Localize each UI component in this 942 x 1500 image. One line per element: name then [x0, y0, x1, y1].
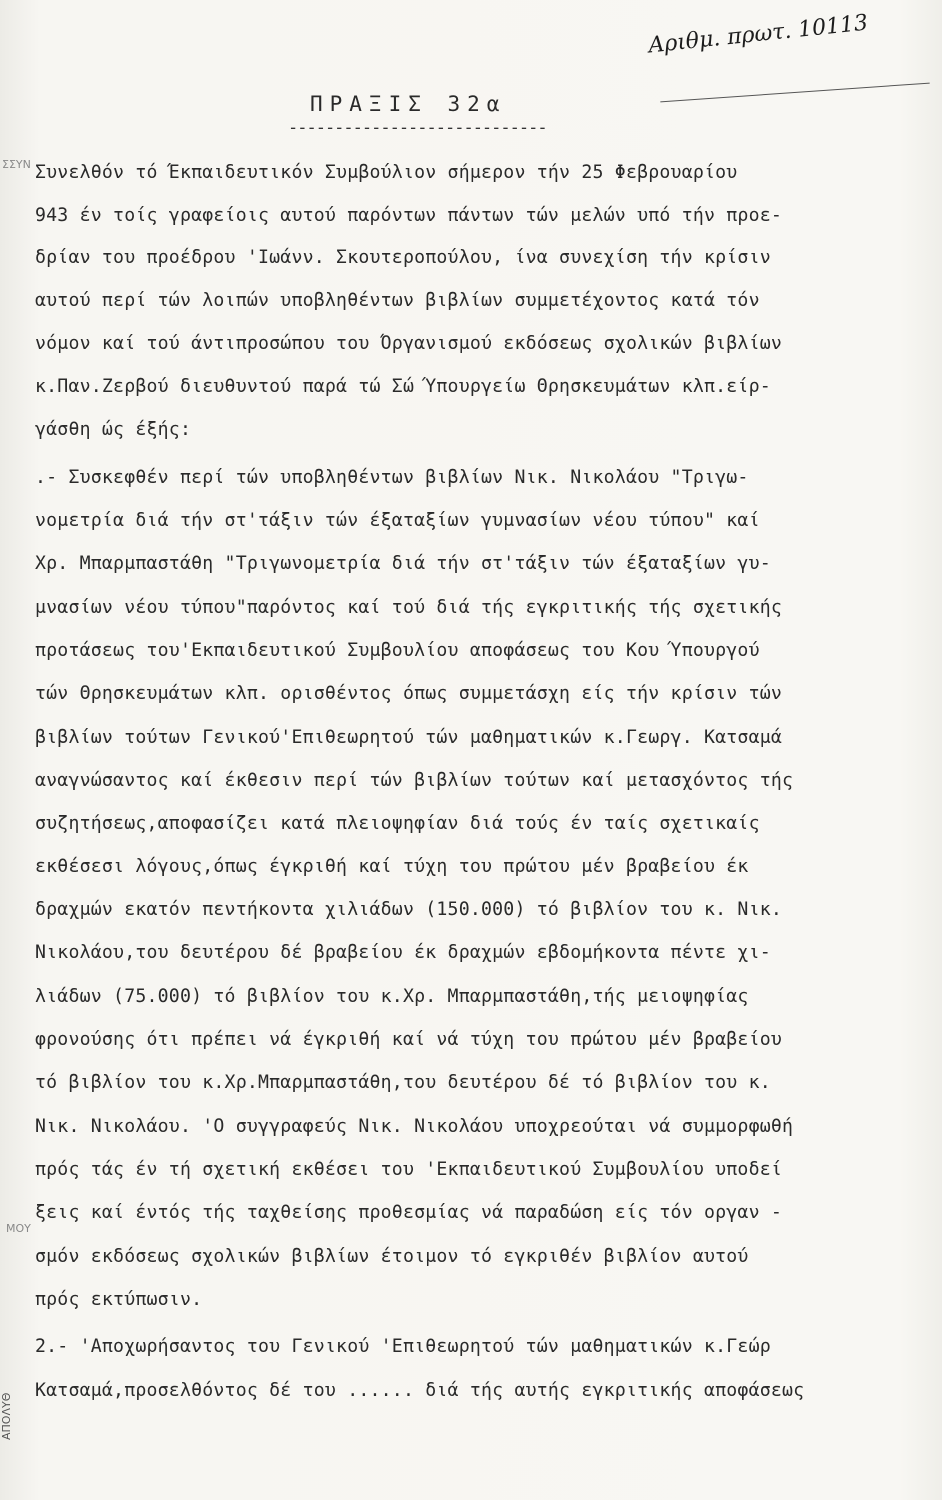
- side-stamp: ΑΠΟΛΥΘ: [0, 1392, 13, 1440]
- text-line: πρός τάς έν τή σχετική εκθέσει του 'Εκπαιδευτικού Συμβουλίου υποδεί: [35, 1159, 783, 1180]
- text-line: δραχμών εκατόν πεντήκοντα χιλιάδων (150.000) τό βιβλίον του κ. Νικ.: [35, 899, 783, 920]
- text-line: αναγνώσαντος καί έκθεσιν περί τών βιβλίων τούτων καί μετασχόντος τής: [35, 770, 794, 791]
- text-line: Νικολάου,του δευτέρου δέ βραβείου έκ δραχμών εβδομήκοντα πέντε χι-: [35, 942, 771, 963]
- text-line: Χρ. Μπαρμπαστάθη "Τριγωνομετρία διά τήν στ'τάξιν τών έξαταξίων γυ-: [35, 553, 771, 574]
- annotation-underline: [660, 83, 929, 103]
- text-line: προτάσεως του'Εκπαιδευτικού Συμβουλίου αποφάσεως του Κου Ύπουργού: [35, 640, 760, 661]
- text-line: νομετρία διά τήν στ'τάξιν τών έξαταξίων γυμνασίων νέου τύπου" καί: [35, 510, 760, 531]
- text-line: αυτού περί τών λοιπών υποβληθέντων βιβλίων συμμετέχοντος κατά τόν: [35, 290, 760, 311]
- text-line: εκθέσεσι λόγους,όπως έγκριθή καί τύχη του πρώτου μέν βραβείου έκ: [35, 856, 749, 877]
- text-line: 943 έν τοίς γραφείοις αυτού παρόντων πάντων τών μελών υπό τήν προε-: [35, 205, 783, 226]
- text-line: δρίαν του προέδρου 'Ιωάνν. Σκουτεροπούλου, ίνα συνεχίση τήν κρίσιν: [35, 247, 771, 268]
- text-line: Συνελθόν τό Έκπαιδευτικόν Συμβούλιον σήμερον τήν 25 Φεβρουαρίου: [35, 162, 738, 183]
- title-underline: ----------------------------: [288, 118, 547, 138]
- text-line: σμόν εκδόσεως σχολικών βιβλίων έτοιμον τό εγκριθέν βιβλίον αυτού: [35, 1246, 749, 1267]
- text-line: .- Συσκεφθέν περί τών υποβληθέντων βιβλίων Νικ. Νικολάου "Τριγω-: [35, 467, 749, 488]
- text-line: τό βιβλίον του κ.Χρ.Μπαρμπαστάθη,του δευτέρου δέ τό βιβλίον του κ.: [35, 1072, 771, 1093]
- margin-mark: ΜΟΥ: [6, 1222, 31, 1235]
- text-line: 2.- 'Αποχωρήσαντος του Γενικού 'Επιθεωρητού τών μαθηματικών κ.Γεώρ: [35, 1336, 771, 1357]
- handwritten-protocol-number: Αριθμ. πρωτ. 10113: [647, 10, 870, 59]
- text-line: πρός εκτύπωσιν.: [35, 1289, 203, 1310]
- document-title: ΠΡΑΞΙΣ 32α: [310, 92, 507, 116]
- margin-mark: ΣΣΥΝ: [2, 158, 31, 171]
- text-line: Νικ. Νικολάου. 'Ο συγγραφεύς Νικ. Νικολάου υποχρεούται νά συμμορφωθή: [35, 1116, 794, 1137]
- text-line: γάσθη ώς έξής:: [35, 419, 192, 440]
- text-line: μνασίων νέου τύπου"παρόντος καί τού διά τής εγκριτικής τής σχετικής: [35, 597, 783, 618]
- text-line: συζητήσεως,αποφασίζει κατά πλειοψηφίαν διά τούς έν ταίς σχετικαίς: [35, 813, 760, 834]
- text-line: φρονούσης ότι πρέπει νά έγκριθή καί νά τύχη του πρώτου μέν βραβείου: [35, 1029, 783, 1050]
- text-line: ξεις καί έντός τής ταχθείσης προθεσμίας νά παραδώση είς τόν οργαν -: [35, 1202, 783, 1223]
- text-line: βιβλίων τούτων Γενικού'Επιθεωρητού τών μαθηματικών κ.Γεωργ. Κατσαμά: [35, 727, 783, 748]
- text-line: νόμον καί τού άντιπροσώπου του Όργανισμού εκδόσεως σχολικών βιβλίων: [35, 333, 783, 354]
- text-line: λιάδων (75.000) τό βιβλίον του κ.Χρ. Μπαρμπαστάθη,τής μειοψηφίας: [35, 986, 749, 1007]
- text-line: Κατσαμά,προσελθόντος δέ του ...... διά τής αυτής εγκριτικής αποφάσεως: [35, 1380, 805, 1401]
- text-line: κ.Παν.Ζερβού διευθυντού παρά τώ Σώ Ύπουργείω Θρησκευμάτων κλπ.είρ-: [35, 376, 771, 397]
- text-line: τών Θρησκευμάτων κλπ. ορισθέντος όπως συμμετάσχη είς τήν κρίσιν τών: [35, 683, 783, 704]
